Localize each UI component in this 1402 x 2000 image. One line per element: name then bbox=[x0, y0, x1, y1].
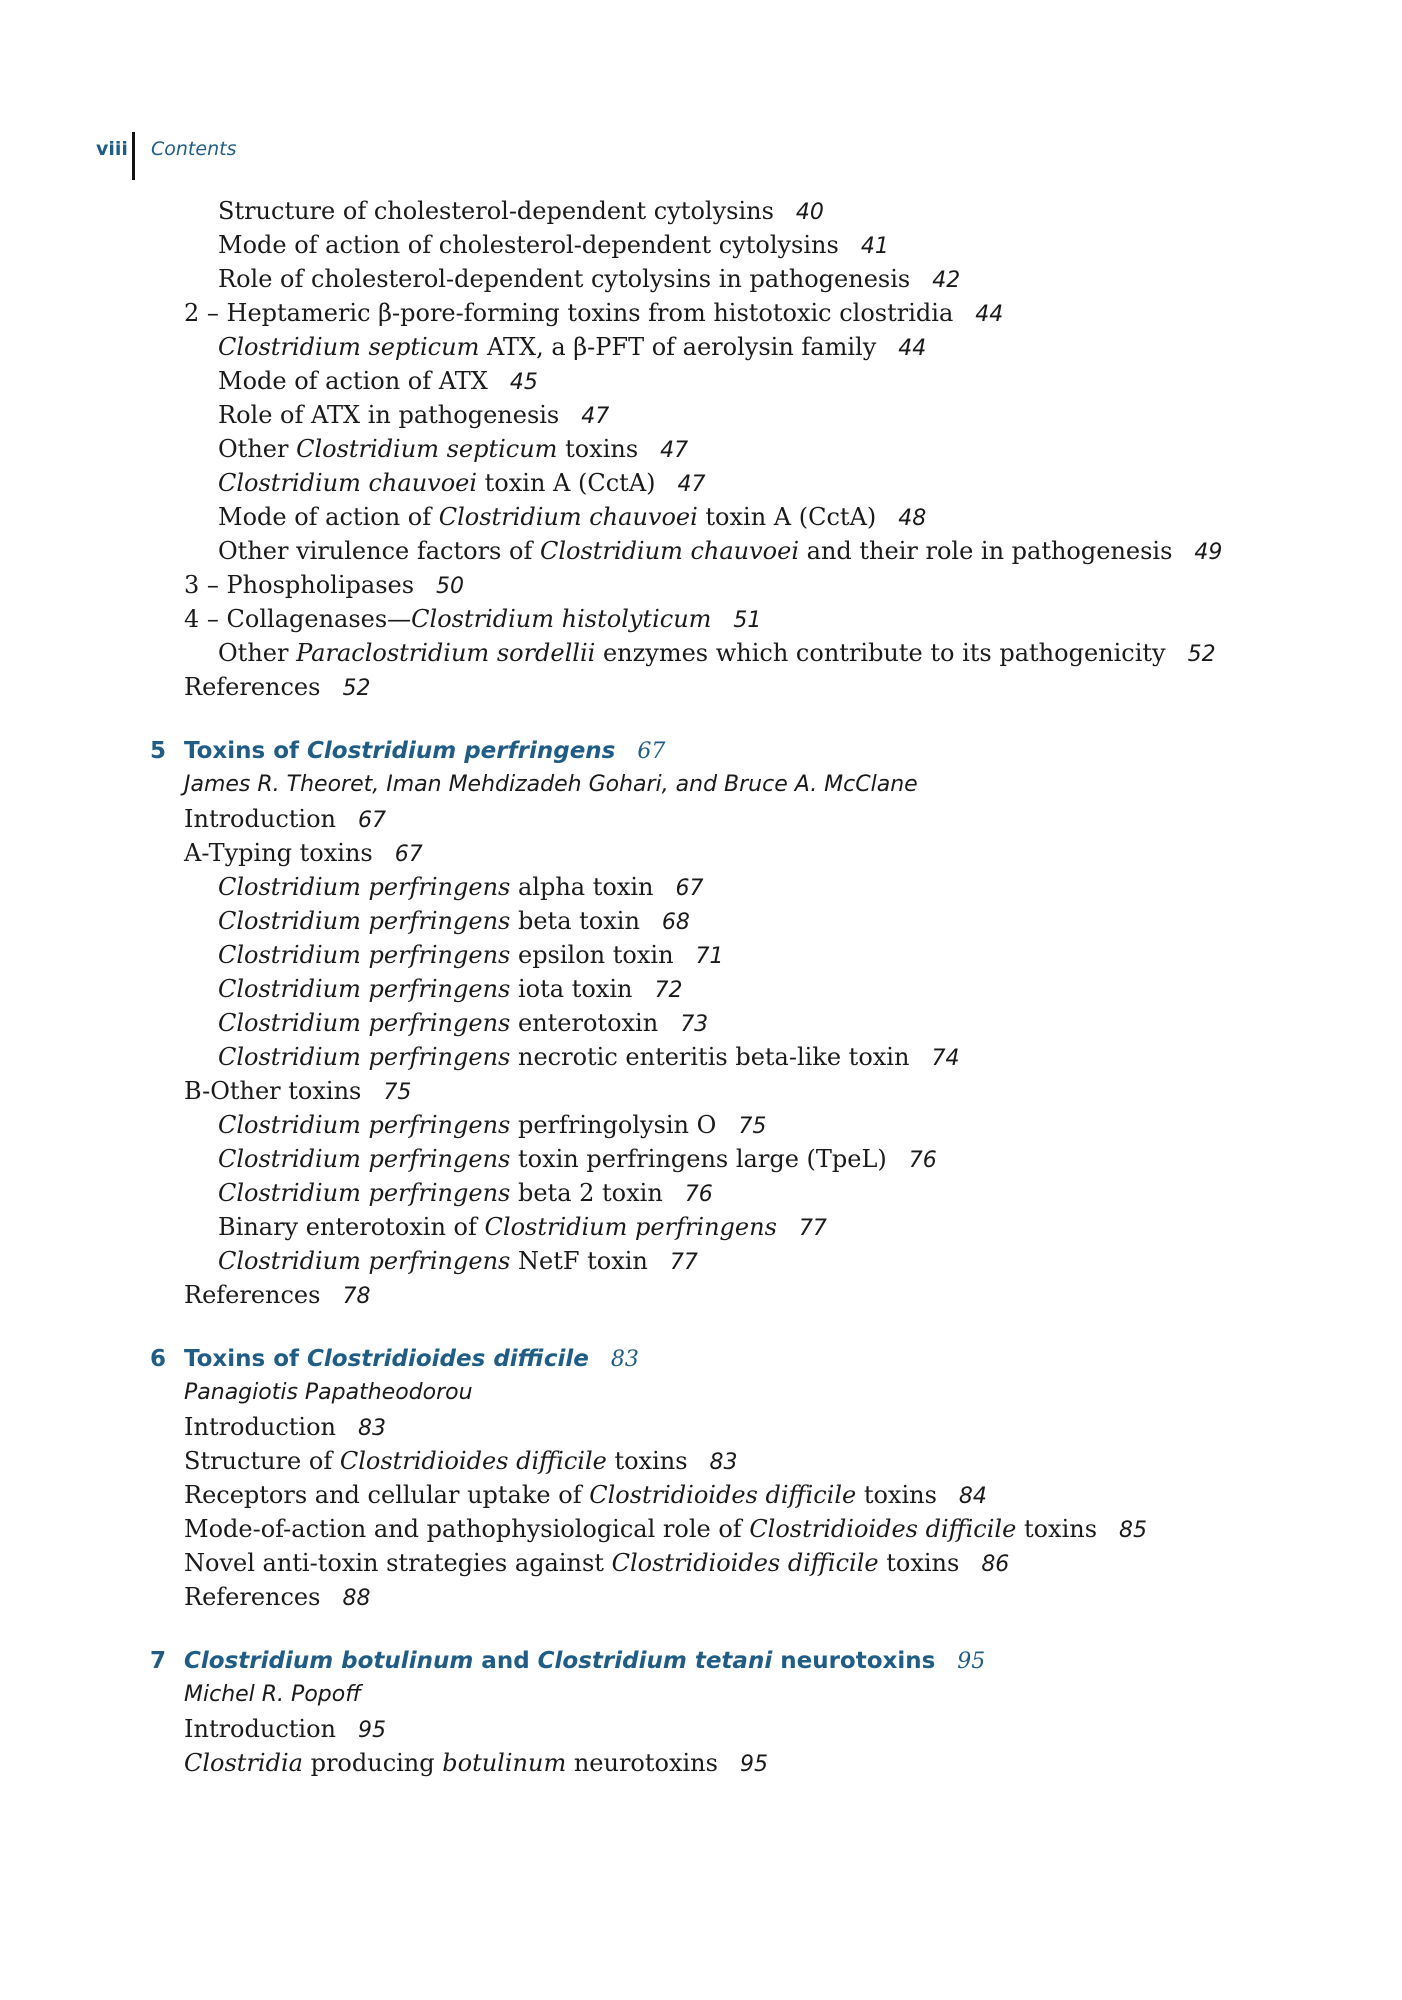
entry-species: Clostridium septicum bbox=[218, 333, 480, 361]
toc-entry[interactable] bbox=[184, 1074, 411, 1108]
entry-species: botulinum bbox=[442, 1749, 567, 1777]
toc-entry[interactable] bbox=[184, 1478, 987, 1512]
chapter-title: neurotoxins bbox=[772, 1648, 936, 1674]
entry-text: 4 – Collagenases— bbox=[184, 605, 412, 633]
entry-species: Clostridium perfringens bbox=[218, 1009, 511, 1037]
toc-entry[interactable] bbox=[218, 1210, 827, 1244]
entry-text: Role of cholesterol-dependent cytolysins in pathogenesis bbox=[218, 265, 911, 293]
toc-entry[interactable] bbox=[218, 1040, 959, 1074]
toc-entry[interactable] bbox=[184, 296, 1003, 330]
chapter-authors: James R. Theoret, Iman Mehdizadeh Gohari, and Bruce A. McClane bbox=[184, 772, 918, 797]
entry-species: Clostridium perfringens bbox=[218, 1043, 511, 1071]
entry-species: Clostridium perfringens bbox=[484, 1213, 777, 1241]
chapter-heading-5[interactable] bbox=[150, 734, 665, 768]
chapter-page: 83 bbox=[610, 1347, 639, 1372]
entry-page: 40 bbox=[795, 200, 824, 225]
entry-species: Clostridium histolyticum bbox=[411, 605, 712, 633]
entry-page: 52 bbox=[1187, 642, 1216, 667]
entry-text: toxin A (CctA) bbox=[697, 503, 877, 531]
entry-species: Clostridioides difficile bbox=[749, 1515, 1017, 1543]
entry-text: producing bbox=[302, 1749, 443, 1777]
entry-text: alpha toxin bbox=[510, 873, 654, 901]
entry-species: Clostridia bbox=[184, 1749, 303, 1777]
chapter-title: Toxins of bbox=[184, 1346, 308, 1372]
entry-text: enterotoxin bbox=[510, 1009, 659, 1037]
entry-text: toxins bbox=[1016, 1515, 1098, 1543]
toc-entry[interactable] bbox=[218, 870, 704, 904]
toc-entry[interactable] bbox=[184, 1746, 768, 1780]
entry-page: 67 bbox=[358, 808, 386, 833]
entry-page: 52 bbox=[342, 676, 371, 701]
chapter-authors: Panagiotis Papatheodorou bbox=[184, 1380, 473, 1405]
entry-page: 77 bbox=[669, 1250, 698, 1275]
entry-page: 44 bbox=[898, 336, 927, 361]
chapter-heading-7[interactable] bbox=[150, 1644, 985, 1678]
entry-text: Introduction bbox=[184, 1715, 336, 1743]
entry-page: 47 bbox=[660, 438, 689, 463]
entry-text: beta 2 toxin bbox=[510, 1179, 663, 1207]
entry-text: necrotic enteritis beta-like toxin bbox=[510, 1043, 910, 1071]
entry-page: 78 bbox=[342, 1284, 371, 1309]
entry-text: toxins bbox=[878, 1549, 960, 1577]
toc-entry[interactable] bbox=[184, 568, 464, 602]
entry-page: 83 bbox=[358, 1416, 386, 1441]
entry-text: 2 – Heptameric β-pore-forming toxins from histotoxic clostridia bbox=[184, 299, 954, 327]
toc-entry[interactable] bbox=[184, 1512, 1147, 1546]
entry-text: beta toxin bbox=[510, 907, 640, 935]
toc-entry[interactable] bbox=[218, 1176, 713, 1210]
toc-entry[interactable] bbox=[218, 364, 538, 398]
entry-text: Mode of action of bbox=[218, 503, 439, 531]
chapter-heading-6[interactable] bbox=[150, 1342, 639, 1376]
entry-page: 88 bbox=[342, 1586, 371, 1611]
entry-page: 47 bbox=[677, 472, 706, 497]
entry-text: iota toxin bbox=[510, 975, 633, 1003]
toc-entry[interactable] bbox=[184, 1278, 370, 1312]
entry-page: 75 bbox=[738, 1114, 767, 1139]
entry-page: 73 bbox=[680, 1012, 709, 1037]
header-rule bbox=[132, 132, 135, 180]
entry-text: toxins bbox=[606, 1447, 688, 1475]
toc-entry[interactable] bbox=[218, 262, 960, 296]
entry-page: 51 bbox=[733, 608, 762, 633]
entry-species: Clostridium septicum bbox=[296, 435, 558, 463]
entry-page: 85 bbox=[1119, 1518, 1148, 1543]
chapter-number: 5 bbox=[150, 738, 167, 764]
entry-text: Introduction bbox=[184, 1413, 336, 1441]
chapter-page: 95 bbox=[957, 1649, 986, 1674]
toc-entry[interactable] bbox=[218, 194, 824, 228]
chapter-title-species: Clostridioides difficile bbox=[307, 1346, 589, 1372]
entry-page: 71 bbox=[695, 944, 724, 969]
toc-entry[interactable] bbox=[184, 670, 370, 704]
entry-text: References bbox=[184, 673, 321, 701]
entry-page: 76 bbox=[684, 1182, 713, 1207]
entry-text: References bbox=[184, 1281, 321, 1309]
entry-page: 67 bbox=[394, 842, 423, 867]
entry-text: Introduction bbox=[184, 805, 336, 833]
chapter-page: 67 bbox=[637, 739, 666, 764]
chapter-number: 6 bbox=[150, 1346, 167, 1372]
entry-text: Novel anti-toxin strategies against bbox=[184, 1549, 612, 1577]
toc-entry[interactable] bbox=[184, 836, 423, 870]
entry-text: Role of ATX in pathogenesis bbox=[218, 401, 560, 429]
entry-species: Clostridium chauvoei bbox=[539, 537, 799, 565]
toc-entry[interactable] bbox=[184, 602, 761, 636]
entry-page: 74 bbox=[931, 1046, 960, 1071]
chapter-authors: Michel R. Popoff bbox=[184, 1682, 362, 1707]
entry-text: epsilon toxin bbox=[510, 941, 674, 969]
entry-page: 50 bbox=[436, 574, 465, 599]
entry-page: 76 bbox=[908, 1148, 937, 1173]
toc-entry[interactable] bbox=[218, 1244, 698, 1278]
entry-text: Mode of action of cholesterol-dependent cytolysins bbox=[218, 231, 839, 259]
toc-entry[interactable] bbox=[218, 938, 724, 972]
entry-species: Clostridium perfringens bbox=[218, 1247, 511, 1275]
toc-entry[interactable] bbox=[218, 1006, 708, 1040]
entry-page: 49 bbox=[1194, 540, 1223, 565]
entry-text: A-Typing toxins bbox=[184, 839, 373, 867]
entry-text: toxins bbox=[856, 1481, 937, 1509]
entry-text: ATX, a β-PFT of aerolysin family bbox=[479, 333, 877, 361]
entry-text: neurotoxins bbox=[566, 1749, 718, 1777]
entry-text: toxin perfringens large (TpeL) bbox=[510, 1145, 887, 1173]
entry-page: 75 bbox=[383, 1080, 412, 1105]
toc-entry[interactable] bbox=[184, 1410, 386, 1444]
entry-text: Mode of action of ATX bbox=[218, 367, 488, 395]
entry-page: 72 bbox=[654, 978, 683, 1003]
entry-species: Clostridium perfringens bbox=[218, 941, 511, 969]
toc-entry[interactable] bbox=[218, 972, 682, 1006]
entry-page: 48 bbox=[898, 506, 927, 531]
toc-entry[interactable] bbox=[218, 500, 926, 534]
entry-page: 95 bbox=[739, 1752, 768, 1777]
page-folio: viii bbox=[96, 138, 128, 160]
entry-text: References bbox=[184, 1583, 321, 1611]
entry-text: B-Other toxins bbox=[184, 1077, 362, 1105]
toc-entry[interactable] bbox=[184, 1546, 1009, 1580]
entry-page: 67 bbox=[675, 876, 704, 901]
entry-species: Clostridium perfringens bbox=[218, 907, 511, 935]
chapter-title-species: Clostridium botulinum bbox=[184, 1648, 474, 1674]
entry-text: Other virulence factors of bbox=[218, 537, 540, 565]
entry-text: Binary enterotoxin of bbox=[218, 1213, 485, 1241]
entry-species: Clostridioides difficile bbox=[589, 1481, 857, 1509]
entry-text: and their role in pathogenesis bbox=[799, 537, 1173, 565]
entry-page: 47 bbox=[581, 404, 610, 429]
entry-text: enzymes which contribute to its pathogenicity bbox=[595, 639, 1166, 667]
toc-entry[interactable] bbox=[184, 1712, 386, 1746]
toc-entry[interactable] bbox=[218, 636, 1216, 670]
entry-text: Receptors and cellular uptake of bbox=[184, 1481, 590, 1509]
entry-page: 42 bbox=[932, 268, 961, 293]
chapter-number: 7 bbox=[150, 1648, 167, 1674]
toc-entry[interactable] bbox=[184, 1444, 738, 1478]
toc-entry[interactable] bbox=[218, 330, 926, 364]
chapter-title: and bbox=[473, 1648, 538, 1674]
entry-text: Other bbox=[218, 639, 297, 667]
entry-text: 3 – Phospholipases bbox=[184, 571, 415, 599]
entry-page: 44 bbox=[975, 302, 1004, 327]
entry-species: Clostridium perfringens bbox=[218, 873, 511, 901]
entry-species: Clostridium perfringens bbox=[218, 975, 511, 1003]
toc-entry[interactable] bbox=[218, 534, 1222, 568]
entry-species: Clostridium perfringens bbox=[218, 1145, 511, 1173]
toc-entry[interactable] bbox=[218, 904, 690, 938]
toc-entry[interactable] bbox=[218, 228, 889, 262]
entry-species: Clostridium chauvoei bbox=[218, 469, 478, 497]
toc-entry[interactable] bbox=[218, 1108, 766, 1142]
running-title: Contents bbox=[151, 138, 237, 160]
entry-text: Structure of cholesterol-dependent cytolysins bbox=[218, 197, 774, 225]
entry-text: Other bbox=[218, 435, 297, 463]
entry-page: 41 bbox=[860, 234, 889, 259]
entry-text: toxin A (CctA) bbox=[477, 469, 656, 497]
entry-page: 45 bbox=[509, 370, 538, 395]
entry-species: Paraclostridium sordellii bbox=[296, 639, 596, 667]
entry-species: Clostridioides difficile bbox=[611, 1549, 879, 1577]
entry-species: Clostridium chauvoei bbox=[438, 503, 698, 531]
entry-species: Clostridium perfringens bbox=[218, 1111, 511, 1139]
entry-page: 84 bbox=[958, 1484, 987, 1509]
entry-page: 95 bbox=[358, 1718, 386, 1743]
entry-text: Structure of bbox=[184, 1447, 340, 1475]
entry-text: NetF toxin bbox=[510, 1247, 648, 1275]
toc-entry[interactable] bbox=[218, 398, 609, 432]
toc-entry[interactable] bbox=[218, 1142, 937, 1176]
entry-page: 77 bbox=[798, 1216, 827, 1241]
entry-text: Mode-of-action and pathophysiological role of bbox=[184, 1515, 750, 1543]
entry-page: 86 bbox=[981, 1552, 1010, 1577]
entry-species: Clostridioides difficile bbox=[339, 1447, 607, 1475]
chapter-title: Toxins of bbox=[184, 738, 308, 764]
entry-species: Clostridium perfringens bbox=[218, 1179, 511, 1207]
entry-text: perfringolysin O bbox=[510, 1111, 717, 1139]
chapter-title-species: Clostridium tetani bbox=[537, 1648, 773, 1674]
chapter-title-species: Clostridium perfringens bbox=[307, 738, 616, 764]
toc-entry[interactable] bbox=[184, 1580, 370, 1614]
entry-text: toxins bbox=[557, 435, 639, 463]
entry-page: 83 bbox=[709, 1450, 738, 1475]
entry-page: 68 bbox=[661, 910, 690, 935]
toc-entry[interactable] bbox=[218, 466, 706, 500]
toc-entry[interactable] bbox=[218, 432, 688, 466]
toc-entry[interactable] bbox=[184, 802, 386, 836]
